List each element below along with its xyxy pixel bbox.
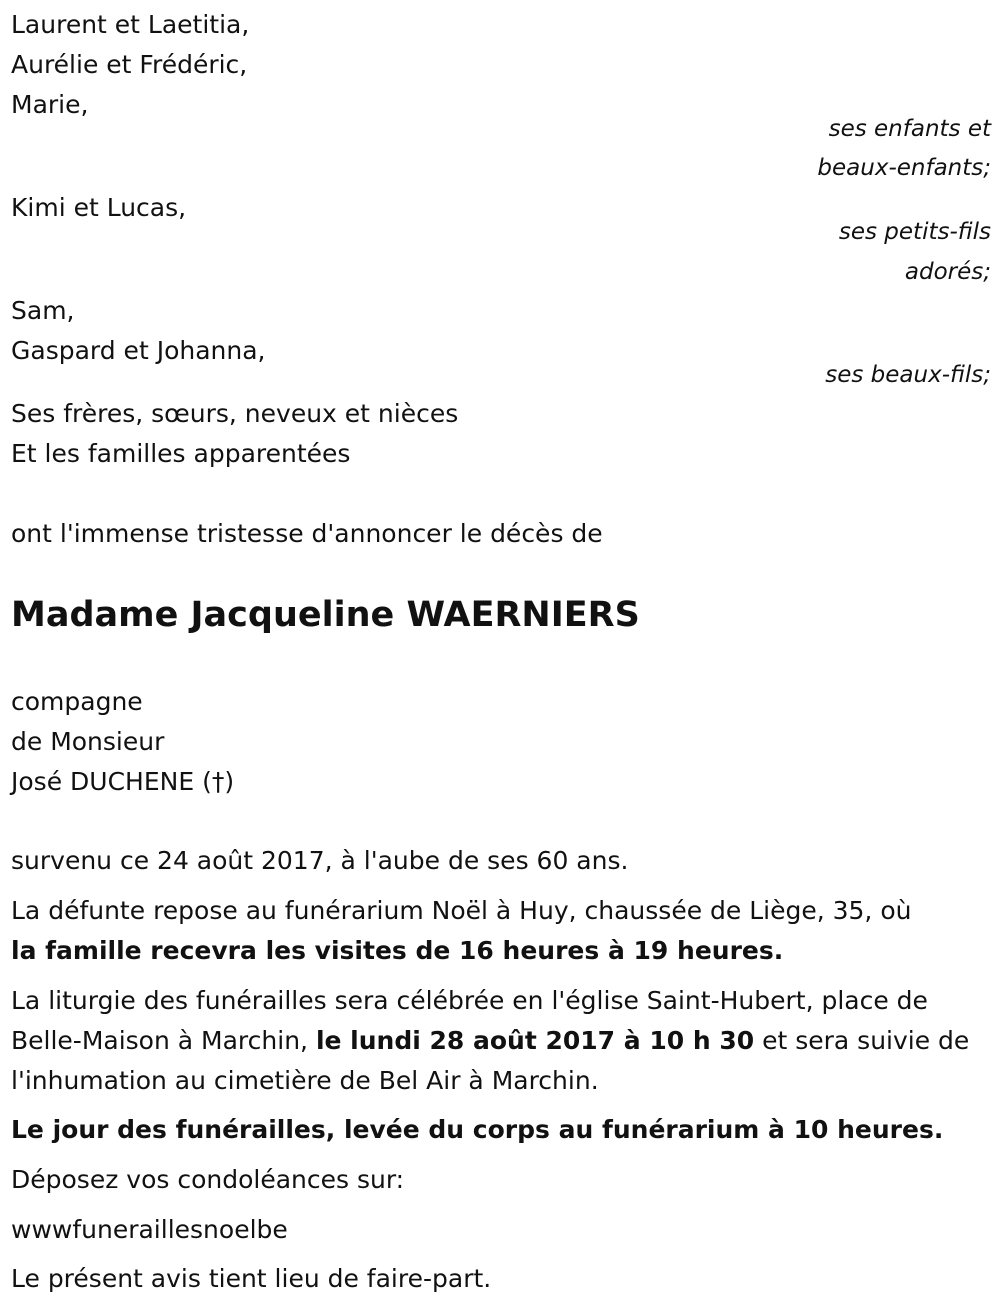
family-grandchildren-line: Kimi et Lucas, (11, 193, 187, 222)
repose-visits-line: la famille recevra les visites de 16 heures à 19 heures. (11, 936, 784, 965)
family-children-line-2: Aurélie et Frédéric, (11, 50, 248, 79)
death-date-line: survenu ce 24 août 2017, à l'aube de ses 60 ans. (11, 846, 629, 875)
relatives-line-1: Ses frères, sœurs, neveux et nièces (11, 399, 459, 428)
liturgy-line-2-start: Belle-Maison à Marchin, (11, 1026, 316, 1055)
levee-line: Le jour des funérailles, levée du corps au funérarium à 10 heures. (11, 1115, 944, 1144)
partner-line-3: José DUCHENE (†) (11, 767, 235, 796)
closing-text: Le présent avis tient lieu de faire-part. (11, 1264, 492, 1293)
partner-line-1: compagne (11, 687, 143, 716)
children-role-line-1: ses enfants et (828, 116, 991, 142)
family-stepchildren-line-1: Sam, (11, 296, 75, 325)
deceased-name: Madame Jacqueline WAERNIERS (11, 595, 640, 635)
partner-line-2: de Monsieur (11, 727, 165, 756)
grandchildren-role-line-2: adorés; (904, 259, 991, 285)
repose-line-1: La défunte repose au funérarium Noël à Huy, chaussée de Liège, 35, où (11, 896, 912, 925)
grandchildren-role-line-1: ses petits-fils (838, 219, 991, 245)
liturgy-line-2 (11, 1026, 969, 1056)
family-children-line-3: Marie, (11, 90, 89, 119)
condolences-website-link[interactable]: wwwfuneraillesnoelbe (11, 1215, 288, 1244)
liturgy-line-2-end: et sera suivie de (754, 1026, 970, 1055)
family-children-line-1: Laurent et Laetitia, (11, 10, 250, 39)
children-role-line-2: beaux-enfants; (817, 155, 991, 181)
announcement-text: ont l'immense tristesse d'annoncer le décès de (11, 519, 603, 548)
family-stepchildren-line-2: Gaspard et Johanna, (11, 336, 266, 365)
liturgy-line-1: La liturgie des funérailles sera célébrée en l'église Saint-Hubert, place de (11, 986, 928, 1015)
liturgy-line-3: l'inhumation au cimetière de Bel Air à Marchin. (11, 1066, 599, 1095)
stepchildren-role-line: ses beaux-fils; (825, 362, 991, 388)
condolences-label: Déposez vos condoléances sur: (11, 1165, 405, 1194)
relatives-line-2: Et les familles apparentées (11, 439, 351, 468)
funeral-date-time: le lundi 28 août 2017 à 10 h 30 (315, 1026, 755, 1055)
